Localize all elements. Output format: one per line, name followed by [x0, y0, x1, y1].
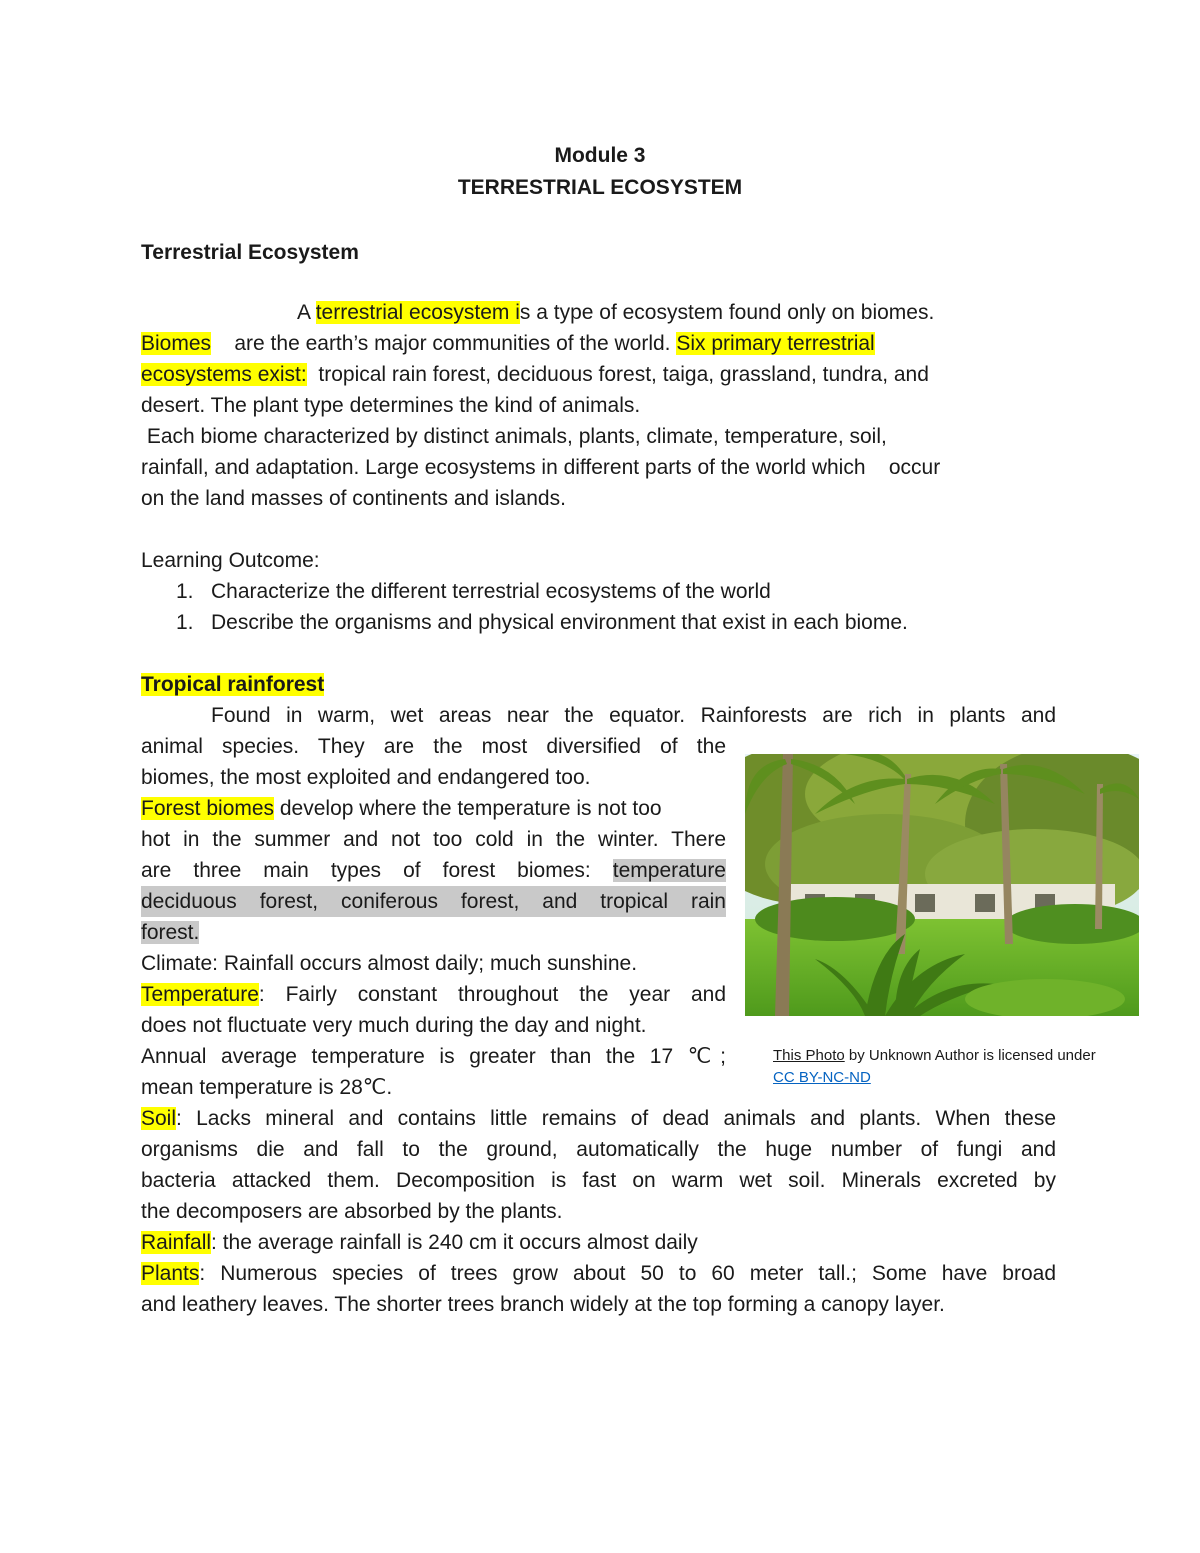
- rainforest-line-3: biomes, the most exploited and endangered too.: [141, 766, 591, 789]
- rainforest-line-15: organisms die and fall to the ground, automatically the huge number of fungi and: [141, 1138, 1056, 1161]
- rainforest-line-1: Found in warm, wet areas near the equator. Rainforests are rich in plants and: [211, 704, 1056, 727]
- list-number: 1.: [176, 580, 194, 603]
- rainforest-line-14: [141, 1103, 1056, 1134]
- learning-outcome-list: [176, 576, 908, 638]
- rainforest-line-19: [141, 1258, 1056, 1289]
- body-text: : Numerous species of trees grow about 50 to 60 meter tall.; Some have broad: [199, 1262, 1056, 1285]
- intro-line-3: [141, 359, 929, 390]
- intro-text: tropical rain forest, deciduous forest, taiga, grassland, tundra, and: [306, 363, 929, 386]
- highlight-heading: Tropical rainforest: [141, 673, 325, 696]
- highlight-term: Soil: [141, 1107, 177, 1130]
- rainforest-line-13: mean temperature is 28℃.: [141, 1076, 393, 1099]
- list-number: 1.: [176, 611, 194, 634]
- body-text: are three main types of forest biomes:: [141, 859, 613, 882]
- intro-text: are the earth’s major communities of the world.: [211, 332, 677, 355]
- rainforest-line-12: Annual average temperature is greater than the 17 ℃;: [141, 1045, 726, 1068]
- intro-text: A: [297, 301, 316, 324]
- section-heading-rainforest: [141, 669, 324, 700]
- rainforest-line-9: Climate: Rainfall occurs almost daily; much sunshine.: [141, 952, 638, 975]
- list-text: Characterize the different terrestrial ecosystems of the world: [211, 580, 771, 603]
- photo-link[interactable]: This Photo: [773, 1047, 845, 1064]
- rainforest-line-6: [141, 855, 726, 886]
- intro-line-1: [297, 297, 934, 328]
- rainforest-line-16: bacteria attacked them. Decomposition is fast on warm wet soil. Minerals excreted by: [141, 1169, 1056, 1192]
- highlight-term: Biomes: [141, 332, 212, 355]
- intro-line-4: desert. The plant type determines the kind of animals.: [141, 394, 641, 417]
- body-text: develop where the temperature is not too: [274, 797, 662, 820]
- rainforest-line-2: animal species. They are the most diversified of the: [141, 735, 726, 758]
- highlight-term: Forest biomes: [141, 797, 275, 820]
- body-text: : Fairly constant throughout the year and: [258, 983, 726, 1006]
- rainforest-line-20: and leathery leaves. The shorter trees branch widely at the top forming a canopy layer.: [141, 1293, 945, 1316]
- body-text: : the average rainfall is 240 cm it occurs almost daily: [211, 1231, 698, 1254]
- intro-line-6: rainfall, and adaptation. Large ecosystems in different parts of the world which occur: [141, 456, 941, 479]
- rainforest-line-8: [141, 917, 199, 948]
- license-link[interactable]: CC BY-NC-ND: [773, 1069, 871, 1086]
- highlight-term: Six primary terrestrial: [676, 332, 875, 355]
- intro-line-2: [141, 328, 875, 359]
- list-item: [176, 576, 908, 607]
- rainforest-photo: [745, 754, 1139, 1016]
- body-text: : Lacks mineral and contains little remains of dead animals and plants. When these: [176, 1107, 1056, 1130]
- photo-caption: [773, 1045, 1096, 1067]
- rainforest-line-10: [141, 979, 726, 1010]
- highlight-term: terrestrial ecosystem i: [315, 301, 520, 324]
- list-text: Describe the organisms and physical environment that exist in each biome.: [211, 611, 908, 634]
- rainforest-line-4: [141, 793, 662, 824]
- caption-text: by Unknown Author is licensed under: [844, 1047, 1096, 1064]
- module-number: Module 3: [554, 144, 646, 167]
- highlight-term: Rainfall: [141, 1231, 212, 1254]
- intro-line-7: on the land masses of continents and islands.: [141, 487, 566, 510]
- section-heading-terrestrial: Terrestrial Ecosystem: [141, 241, 359, 264]
- page-title: TERRESTRIAL ECOSYSTEM: [457, 176, 743, 199]
- palm-garden-illustration: [745, 754, 1139, 1016]
- rainforest-line-11: does not fluctuate very much during the day and night.: [141, 1014, 647, 1037]
- photo-license: [773, 1067, 871, 1089]
- highlight-term: Plants: [141, 1262, 200, 1285]
- highlight-term: ecosystems exist:: [141, 363, 307, 386]
- rainforest-line-17: the decomposers are absorbed by the plants.: [141, 1200, 563, 1223]
- gray-highlight: forest.: [141, 921, 200, 944]
- intro-line-5: Each biome characterized by distinct animals, plants, climate, temperature, soil,: [141, 425, 887, 448]
- rainforest-line-18: [141, 1227, 698, 1258]
- gray-highlight: temperature: [612, 859, 726, 882]
- learning-outcome-label: Learning Outcome:: [141, 549, 320, 572]
- rainforest-line-7: deciduous forest, coniferous forest, and tropical rain: [141, 886, 726, 917]
- rainforest-line-5: hot in the summer and not too cold in the winter. There: [141, 828, 726, 851]
- intro-text: s a type of ecosystem found only on biomes.: [519, 301, 935, 324]
- highlight-term: Temperature: [141, 983, 259, 1006]
- list-item: [176, 607, 908, 638]
